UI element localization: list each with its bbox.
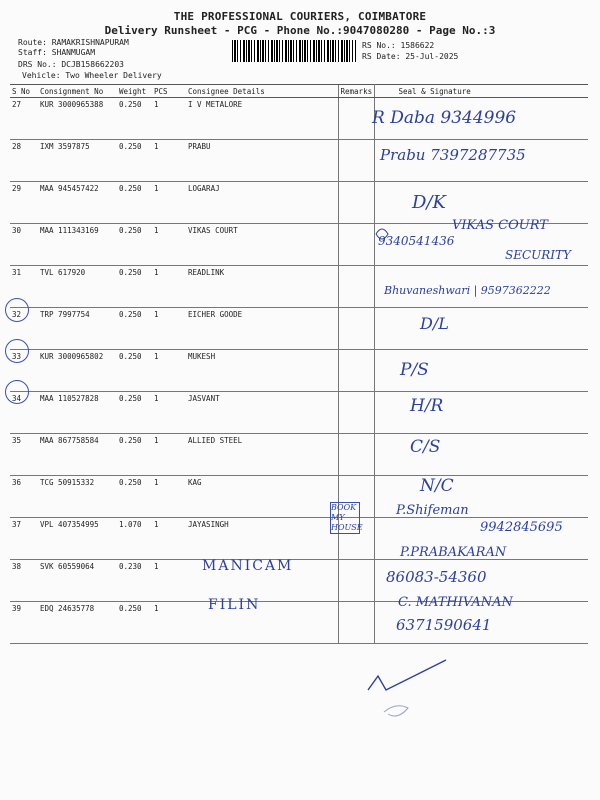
row-weight: 0.250	[117, 224, 152, 266]
row-pcs: 1	[152, 98, 186, 140]
handwriting-row-36: N/C	[420, 476, 454, 496]
row-consignee: VIKAS COURT	[186, 224, 338, 266]
row-consignee: JASVANT	[186, 392, 338, 434]
row-sno: 27	[10, 98, 38, 140]
row-weight: 0.250	[117, 392, 152, 434]
col-header-consignee: Consignee Details	[186, 85, 338, 98]
handwriting-row-28: Prabu 7397287735	[380, 146, 526, 164]
row-consignment: TCG 50915332	[38, 476, 117, 518]
handwriting-row-38-consignee: MANICAM	[202, 558, 294, 574]
row-pcs: 1	[152, 602, 186, 644]
row-consignment: SVK 60559064	[38, 560, 117, 602]
row-consignee: LOGARAJ	[186, 182, 338, 224]
handwriting-row-30-name: VIKAS COURT	[452, 218, 548, 233]
row-sno: 34	[10, 392, 38, 434]
row-consignee: MUKESH	[186, 350, 338, 392]
row-sno: 30	[10, 224, 38, 266]
row-consignment: MAA 945457422	[38, 182, 117, 224]
col-header-remarks: Remarks	[338, 85, 374, 98]
row-sno: 35	[10, 434, 38, 476]
handwriting-row-30-role: SECURITY	[505, 248, 571, 262]
row-sno: 33	[10, 350, 38, 392]
handwriting-row-39-phone: 6371590641	[396, 616, 492, 634]
drs-line: DRS No.: DCJB158662203	[18, 60, 124, 69]
row-sno: 28	[10, 140, 38, 182]
row-pcs: 1	[152, 350, 186, 392]
row-consignee: JAYASINGH	[186, 518, 338, 560]
row-pcs: 1	[152, 308, 186, 350]
handwriting-row-37-stamp: BOOK MY HOUSE	[331, 503, 363, 532]
row-sno: 36	[10, 476, 38, 518]
row-weight: 0.250	[117, 602, 152, 644]
row-sno: 29	[10, 182, 38, 224]
row-weight: 0.250	[117, 308, 152, 350]
row-weight: 0.230	[117, 560, 152, 602]
runsheet-subtitle: Delivery Runsheet - PCG - Phone No.:9047080280 - Page No.:3	[104, 24, 496, 37]
handwriting-row-38-phone: 86083-54360	[386, 568, 487, 586]
row-pcs: 1	[152, 476, 186, 518]
row-consignment: MAA 110527828	[38, 392, 117, 434]
row-pcs: 1	[152, 392, 186, 434]
handwriting-row-38-name: P.PRABAKARAN	[400, 545, 507, 560]
row-pcs: 1	[152, 434, 186, 476]
handwriting-row-30-phone: 9340541436	[378, 234, 455, 248]
handwriting-row-33: P/S	[400, 360, 429, 380]
row-consignment: IXM 3597875	[38, 140, 117, 182]
handwriting-row-37-name: P.Shifeman	[396, 503, 469, 518]
col-header-sno: S No	[10, 85, 38, 98]
row-sno: 37	[10, 518, 38, 560]
row-consignee: ALLIED STEEL	[186, 434, 338, 476]
row-pcs: 1	[152, 224, 186, 266]
row-consignment: TRP 7997754	[38, 308, 117, 350]
row-consignment: KUR 3000965802	[38, 350, 117, 392]
rs-no-line: RS No.: 1586622	[362, 41, 435, 50]
rs-date-line: RS Date: 25-Jul-2025	[362, 52, 459, 61]
row-sno: 31	[10, 266, 38, 308]
col-header-pcs: PCS	[152, 85, 186, 98]
row-pcs: 1	[152, 560, 186, 602]
row-consignment: KUR 3000965388	[38, 98, 117, 140]
faint-scribble	[384, 706, 408, 716]
row-consignment: VPL 407354995	[38, 518, 117, 560]
col-header-weight: Weight	[117, 85, 152, 98]
handwriting-row-34: H/R	[410, 396, 444, 416]
handwriting-row-39-consignee: FILIN	[208, 597, 261, 613]
row-weight: 0.250	[117, 350, 152, 392]
row-weight: 1.070	[117, 518, 152, 560]
row-pcs: 1	[152, 140, 186, 182]
handwriting-row-27: R Daba 9344996	[372, 108, 517, 128]
col-header-signature: Seal & Signature	[374, 85, 588, 98]
vehicle-line: Vehicle: Two Wheeler Delivery	[22, 71, 162, 80]
handwriting-row-29: D/K	[412, 192, 446, 213]
row-consignment: MAA 867758584	[38, 434, 117, 476]
row-pcs: 1	[152, 266, 186, 308]
row-consignment: EDQ 24635778	[38, 602, 117, 644]
row-pcs: 1	[152, 518, 186, 560]
row-weight: 0.250	[117, 266, 152, 308]
row-consignee: EICHER GOODE	[186, 308, 338, 350]
handwriting-row-39-name: C. MATHIVANAN	[398, 595, 513, 610]
row-consignee: READLINK	[186, 266, 338, 308]
row-weight: 0.250	[117, 434, 152, 476]
row-weight: 0.250	[117, 140, 152, 182]
handwriting-row-35: C/S	[410, 437, 441, 457]
row-sno: 39	[10, 602, 38, 644]
row-consignee: PRABU	[186, 140, 338, 182]
company-name: THE PROFESSIONAL COURIERS, COIMBATORE	[173, 10, 427, 23]
row-consignee: I V METALORE	[186, 98, 338, 140]
route-line: Route: RAMAKRISHNAPURAM	[18, 38, 129, 47]
stamp-mark	[376, 229, 388, 239]
row-sno: 32	[10, 308, 38, 350]
row-sno: 38	[10, 560, 38, 602]
handwriting-row-32: D/L	[420, 314, 449, 333]
handwriting-row-31: Bhuvaneshwari | 9597362222	[384, 284, 551, 297]
row-pcs: 1	[152, 182, 186, 224]
row-consignment: MAA 111343169	[38, 224, 117, 266]
col-header-consignment: Consignment No	[38, 85, 117, 98]
staff-line: Staff: SHANMUGAM	[18, 48, 96, 57]
row-consignee: KAG	[186, 476, 338, 518]
row-weight: 0.250	[117, 98, 152, 140]
row-consignment: TVL 617920	[38, 266, 117, 308]
handwriting-row-37-phone: 9942845695	[480, 520, 563, 535]
checkmark-scribble	[368, 660, 446, 690]
row-weight: 0.250	[117, 182, 152, 224]
row-weight: 0.250	[117, 476, 152, 518]
